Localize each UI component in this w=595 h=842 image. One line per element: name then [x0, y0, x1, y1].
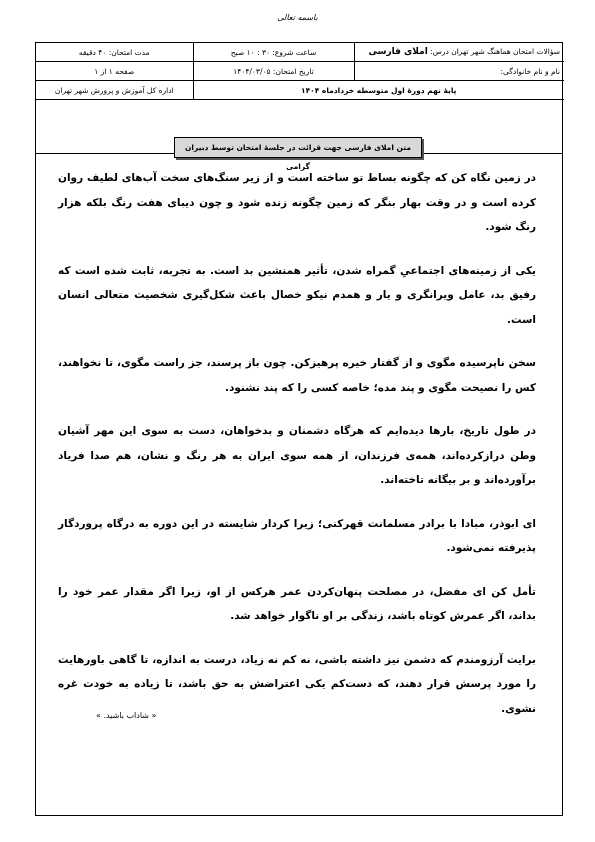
paragraph-6: تأمل کن ای مفضل، در مصلحت پنهان‌کردن عمر هرکس از او، زیرا اگر مقدار عمر خود را بداند، اگر عمرش کوتاه باشد، زندگی بر او ناگوار خواهد شد. [58, 585, 536, 622]
paragraph-2: یکی از زمینه‌های اجتماعیِ گمراه شدن، تأثیر همنشین بد است. به تجربه، ثابت شده است که رفیق بد، عامل ویرانگری و یار و همدم نیکو خصال باعث شکل‌گیری شخصیت متعالی انسان است. [58, 264, 536, 326]
page-number: صفحه ۱ از ۱ [36, 62, 193, 81]
exam-header-table [36, 43, 564, 100]
subject: املای فارسی [368, 47, 428, 57]
paragraph-5: ای ابوذر، مبادا با برادر مسلمانت قهرکنی؛ زیرا کردار شایسته در این دوره به درگاه پروردگار پذیرفته نمی‌شود. [58, 517, 536, 554]
office-name: اداره کل آموزش و پرورش شهر تهران [36, 81, 193, 100]
duration: مدت امتحان: ۴۰ دقیقه [36, 43, 193, 62]
dictation-text [58, 166, 536, 740]
paragraph-1: در زمین نگاه کن که چگونه بساط تو ساخته است و از زیر سنگ‌های سخت آب‌های لطیف روان کرده است و در وقت بهار بنگر که زمین چگونه زنده شود و چون دیبای هفت رنگ بلکه هزار رنگ شود. [58, 172, 536, 233]
reading-instruction-banner: متن املای فارسی جهت قرائت در جلسهٔ امتحان توسط دبیران گرامی [174, 137, 422, 158]
name-label: نام و نام خانوادگی: [354, 62, 564, 81]
exam-title: سؤالات امتحان هماهنگ شهر تهران درس: [430, 47, 560, 56]
paragraph-7: برایت آرزومندم که دشمن نیز داشته باشی، نه کم نه زیاد، درست به اندازه، تا گاهی باورهایت را مورد پرسش قرار دهند، که دست‌کم یکی اعتراضش به حق باشد، تا زیاده به خودت غره نشوی. [58, 653, 536, 715]
paragraph-4: در طول تاریخ، بارها دیده‌ایم که هرگاه دشمنان و بدخواهان، دست به سوی این مهر آشیان وطن درازکرده‌اند، همه‌ی فرزندان، از همه سوی ایران به هر رنگ و نشان، هم صدا فریاد برآورده‌اند و بر بیگانه تاخته‌اند. [58, 425, 536, 486]
start-time: ساعت شروع: ۳۰ : ۱۰ صبح [193, 43, 354, 62]
top-label: باسمه تعالی [277, 13, 318, 22]
exam-title-cell [354, 43, 564, 62]
paragraph-3: سخن ناپرسیده مگوی و از گفتار خیره پرهیزکن. چون باز پرسند، جز راست مگوی، تا نخواهند، کس را نصیحت مگوی و پند مده؛ خاصه کسی را که پند نشنود. [58, 357, 536, 394]
grade-line: پایهٔ نهم دورهٔ اول متوسطه خردادماه ۱۴۰۴ [193, 81, 564, 100]
closing-note: « شاداب باشید. » [96, 711, 157, 720]
exam-date: تاریخ امتحان: ۱۴۰۴/۰۳/۰۵ [193, 62, 354, 81]
